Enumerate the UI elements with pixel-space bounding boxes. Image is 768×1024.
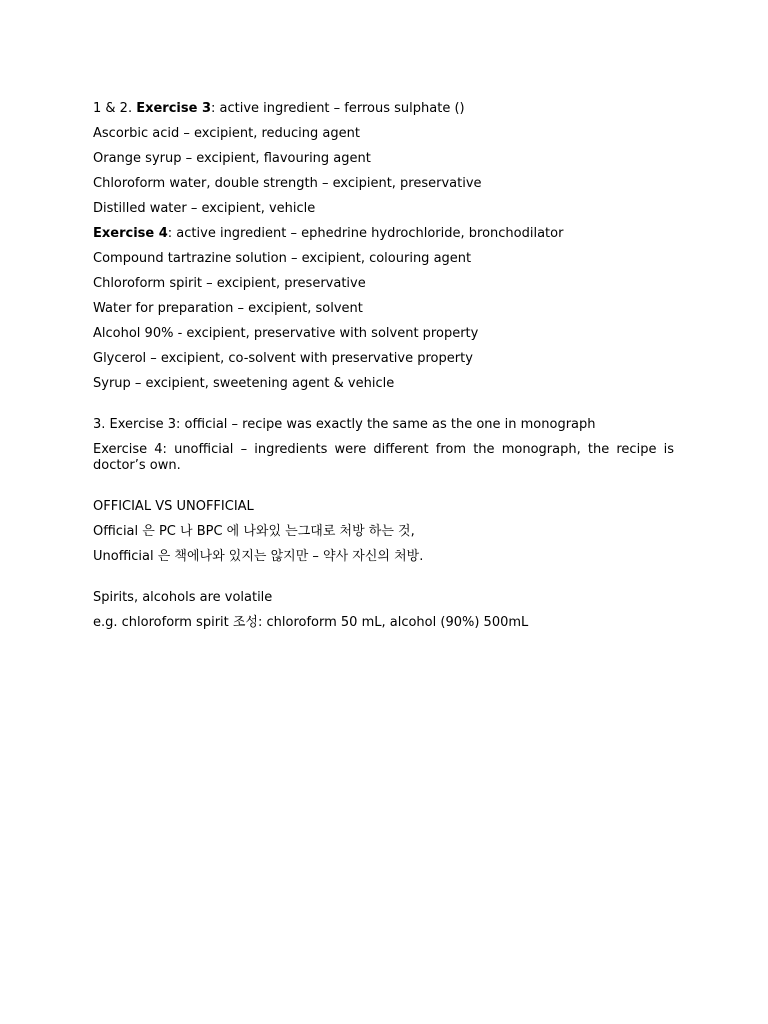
- document-page: [93, 101, 674, 640]
- exercise-3-official-note: 3. Exercise 3: official – recipe was exactly the same as the one in monograph: [93, 417, 596, 432]
- exercise-4-header: [93, 226, 674, 242]
- list-item: Distilled water – excipient, vehicle: [93, 201, 316, 216]
- list-item: Ascorbic acid – excipient, reducing agent: [93, 126, 360, 141]
- unofficial-definition: Unofficial 은 책에나와 있지는 않지만 – 약사 자신의 처방.: [93, 549, 424, 564]
- list-item: Chloroform water, double strength – excipient, preservative: [93, 176, 482, 191]
- official-definition: Official 은 PC 나 BPC 에 나와있 는그대로 처방 하는 것,: [93, 524, 415, 539]
- paragraph-gap: [93, 401, 674, 417]
- official-vs-unofficial-heading: OFFICIAL VS UNOFFICIAL: [93, 499, 254, 514]
- exercise-4-description: : active ingredient – ephedrine hydrochloride, bronchodilator: [167, 226, 564, 241]
- paragraph-gap: [93, 483, 674, 499]
- exercise-4-label: Exercise 4: [93, 226, 168, 241]
- list-item: Alcohol 90% - excipient, preservative with solvent property: [93, 326, 479, 341]
- list-item: Orange syrup – excipient, flavouring agent: [93, 151, 371, 166]
- list-item: Compound tartrazine solution – excipient, colouring agent: [93, 251, 472, 266]
- list-item: Glycerol – excipient, co-solvent with preservative property: [93, 351, 473, 366]
- list-item: Chloroform spirit – excipient, preservative: [93, 276, 366, 291]
- exercise-3-description: : active ingredient – ferrous sulphate (): [211, 101, 465, 116]
- volatile-note: Spirits, alcohols are volatile: [93, 590, 273, 605]
- exercise-4-unofficial-note: Exercise 4: unofficial – ingredients were different from the monograph, the recipe is doctor’s own.: [93, 442, 674, 473]
- item-number: 1 & 2.: [93, 101, 137, 116]
- list-item: Water for preparation – excipient, solvent: [93, 301, 363, 316]
- exercise-3-header: [93, 101, 674, 117]
- exercise-3-label: Exercise 3: [136, 101, 212, 116]
- chloroform-spirit-example: e.g. chloroform spirit 조성: chloroform 50 mL, alcohol (90%) 500mL: [93, 615, 529, 630]
- paragraph-gap: [93, 574, 674, 590]
- list-item: Syrup – excipient, sweetening agent & vehicle: [93, 376, 395, 391]
